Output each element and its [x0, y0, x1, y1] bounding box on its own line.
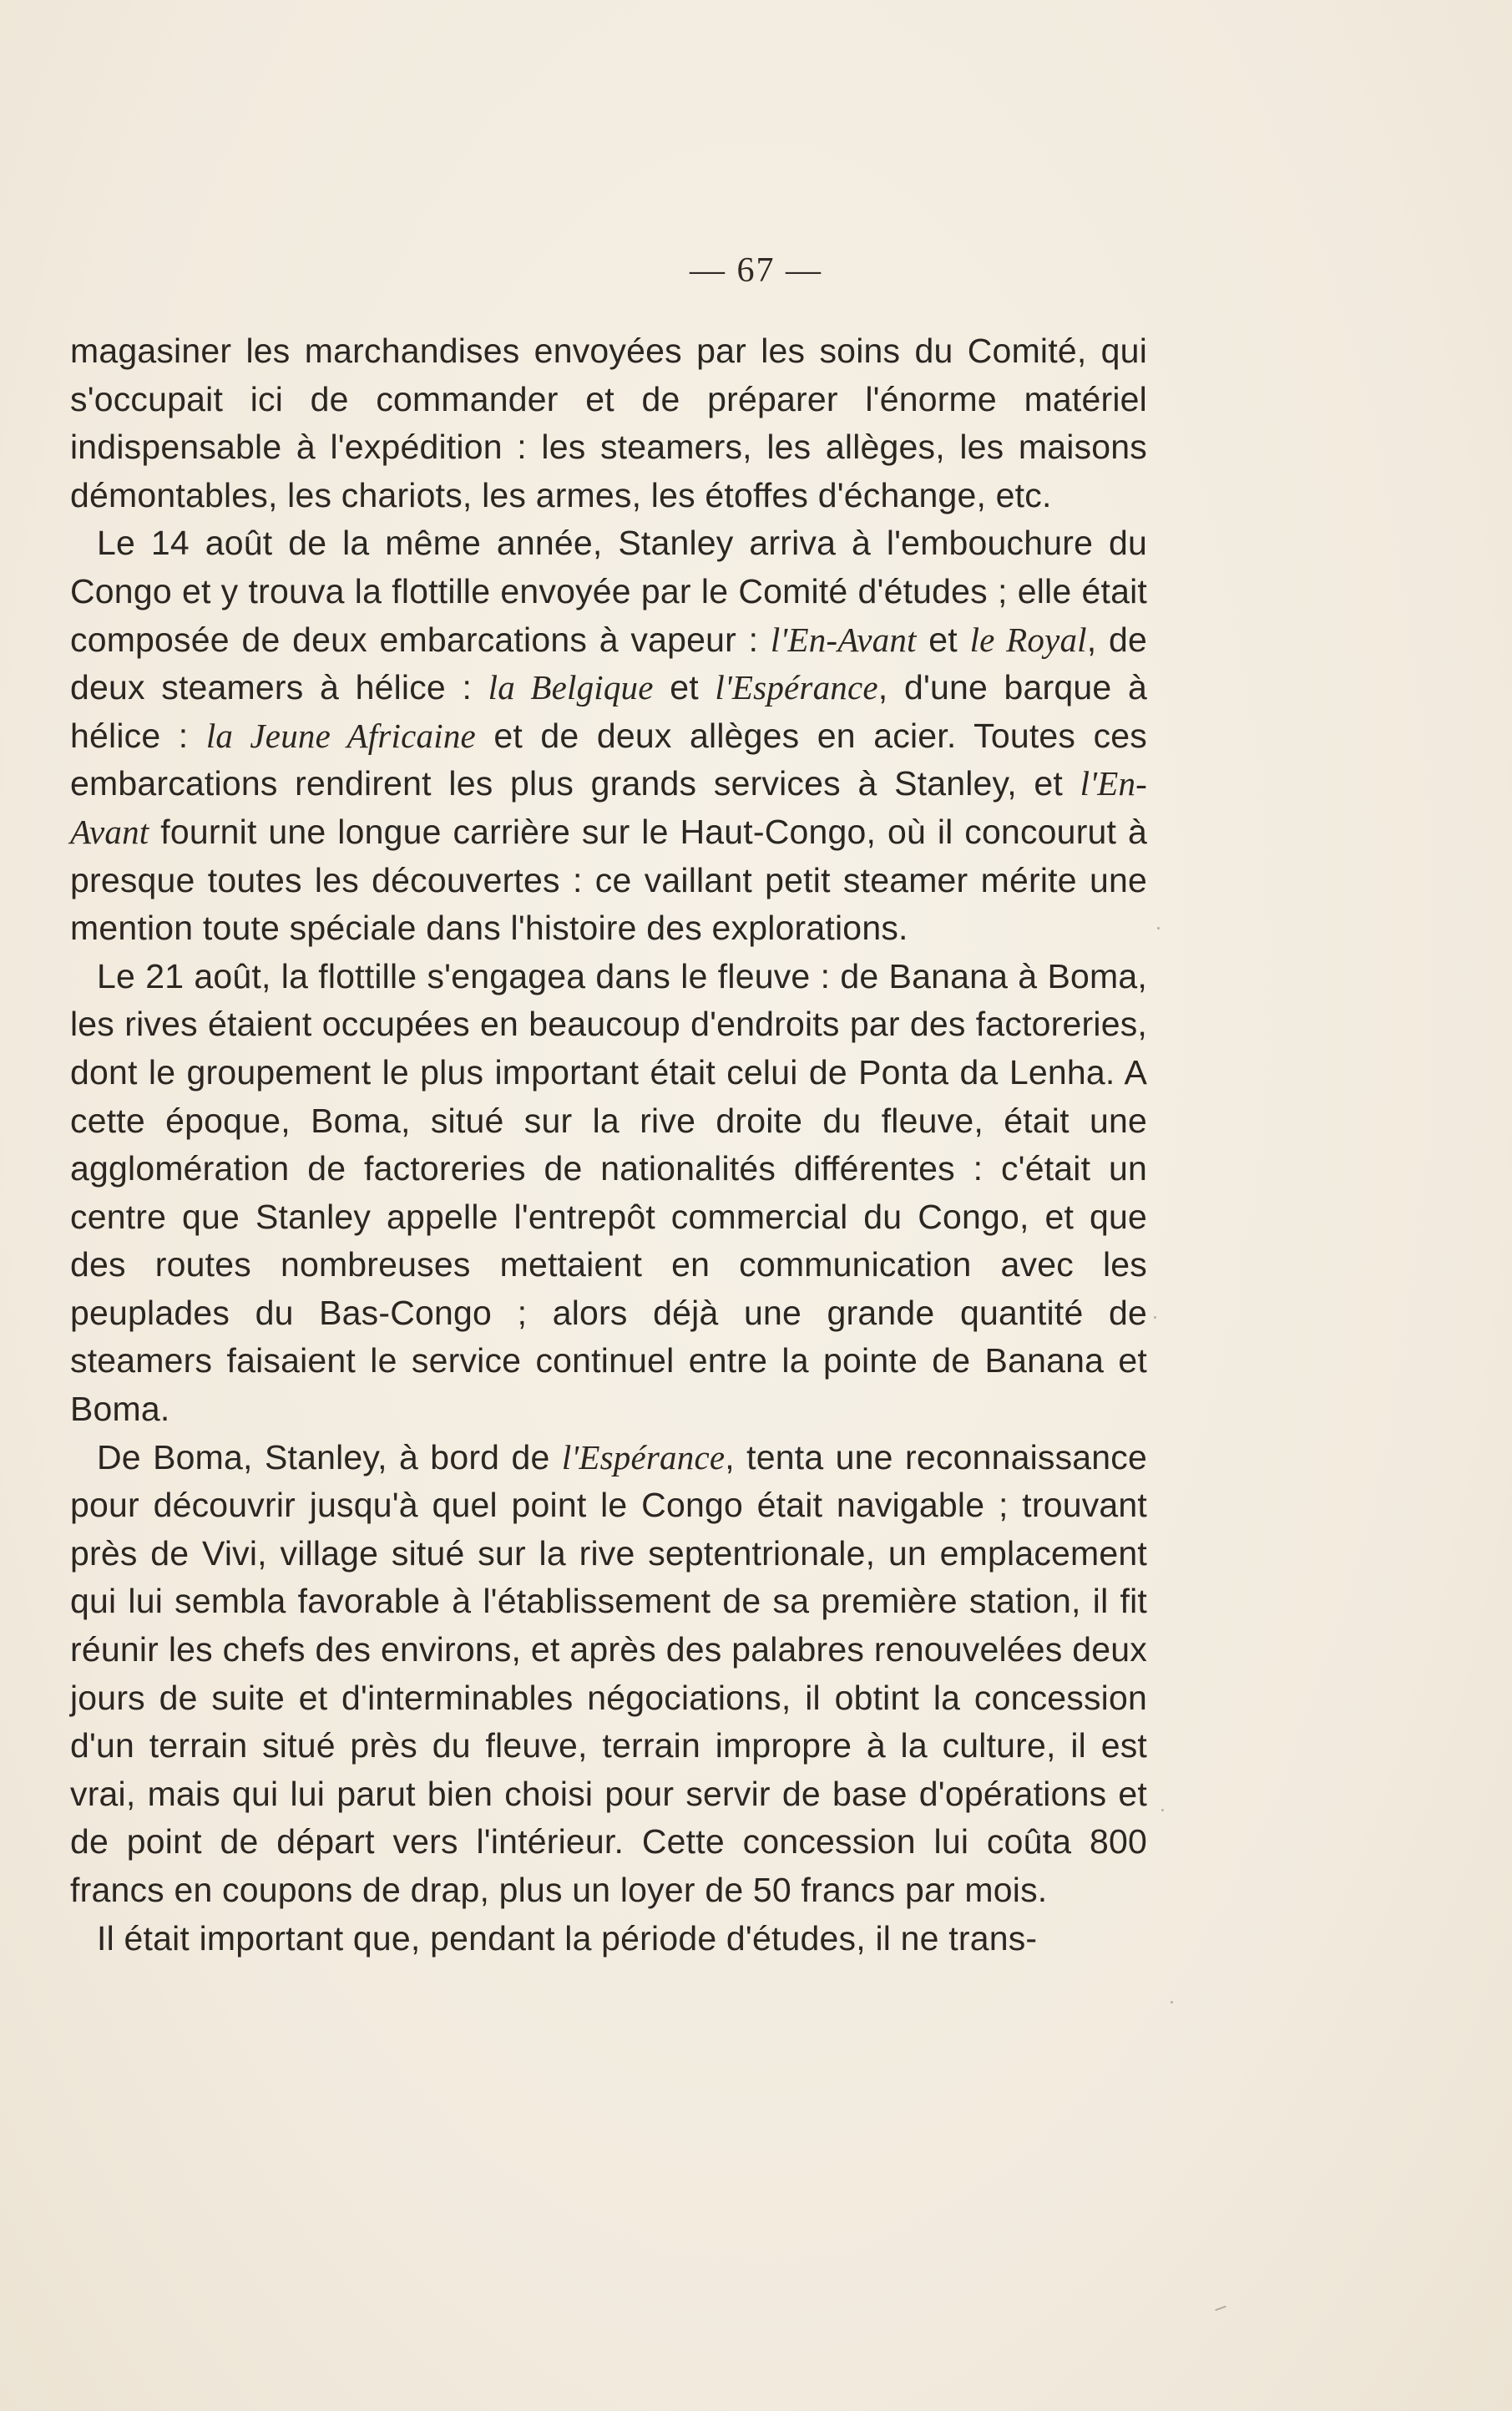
paragraph-3: [70, 953, 1147, 1434]
text-run: , d'une barque à hélice :: [70, 668, 1147, 755]
text-run: et de deux allèges en acier. Toutes ces embarcations rendirent les plus grands services à Stanley, et: [70, 716, 1147, 803]
italic-title: la Belgique: [488, 668, 654, 707]
text-run: Le 14 août de la même année, Stanley arriva à l'embouchure du Congo et y trouva la flottille envoyée par le Comité d'études ; elle était composée de deux embarcations à vapeur :: [70, 524, 1147, 659]
italic-title: la Jeune Africaine: [205, 716, 476, 755]
paper-speck: [1215, 2306, 1226, 2312]
italic-title: l'En-Avant: [770, 620, 917, 659]
text-run: fournit une longue carrière sur le Haut-Congo, où il concourut à presque toutes les découvertes : ce vaillant petit steamer mérite une mention toute spéciale dans l'histoire des explorations.: [70, 812, 1147, 948]
italic-title: l'Espérance: [561, 1437, 726, 1476]
paragraph-2: [70, 519, 1147, 952]
italic-title: l'Espérance: [715, 668, 878, 707]
paper-speck: [1154, 1316, 1156, 1319]
paper-speck: [1157, 927, 1160, 929]
text-run: et: [653, 668, 716, 707]
text-run: , tenta une reconnaissance pour découvrir jusqu'à quel point le Congo était navigable ; trouvant près de Vivi, village situé sur la rive septentrionale, un emplacement qui lui sembla favorable à l'établissement de sa première station, il fit réunir les chefs des environs, et après des palabres renouvelées deux jours de suite et d'interminables négociations, il obtint la concession d'un terrain situé près du fleuve, terrain impropre à la culture, il est vrai, mais qui lui parut bien choisi pour servir de base d'opérations et de point de départ vers l'intérieur. Cette concession lui coûta 800 francs en coupons de drap, plus un loyer de 50 francs par mois.: [70, 1437, 1147, 1909]
paragraph-5: [70, 1915, 1147, 1963]
text-run: Le 21 août, la flottille s'engagea dans le fleuve : de Banana à Boma, les rives étaient occupées en beaucoup d'endroits par des factoreries, dont le groupement le plus important était celui de Ponta da Lenha. A cette époque, Boma, situé sur la rive droite du fleuve, était une agglomération de factoreries de nationalités différentes : c'était un centre que Stanley appelle l'entrepôt commercial du Congo, et que des routes nombreuses mettaient en communication avec les peuplades du Bas-Congo ; alors déjà une grande quantité de steamers faisaient le service continuel entre la pointe de Banana et Boma.: [70, 956, 1147, 1429]
italic-title: l'En-Avant: [70, 764, 1147, 851]
paper-speck: [1161, 1809, 1164, 1811]
body-text: [70, 327, 1147, 1963]
page-number: — 67 —: [690, 251, 822, 290]
text-run: De Boma, Stanley, à bord de: [97, 1437, 562, 1476]
text-run: , de deux steamers à hélice :: [70, 620, 1148, 707]
paragraph-1: [70, 327, 1147, 519]
text-run: magasiner les marchandises envoyées par les soins du Comité, qui s'occupait ici de commander et de préparer l'énorme matériel indispensable à l'expédition : les steamers, les allèges, les maisons démontables, les chariots, les armes, les étoffes d'échange, etc.: [70, 332, 1147, 514]
paper-speck: [1171, 2001, 1173, 2003]
text-run: Il était important que, pendant la période d'études, il ne trans-: [97, 1918, 1038, 1958]
text-run: et: [916, 620, 970, 659]
paragraph-4: [70, 1434, 1147, 1915]
italic-title: le Royal: [969, 620, 1087, 659]
